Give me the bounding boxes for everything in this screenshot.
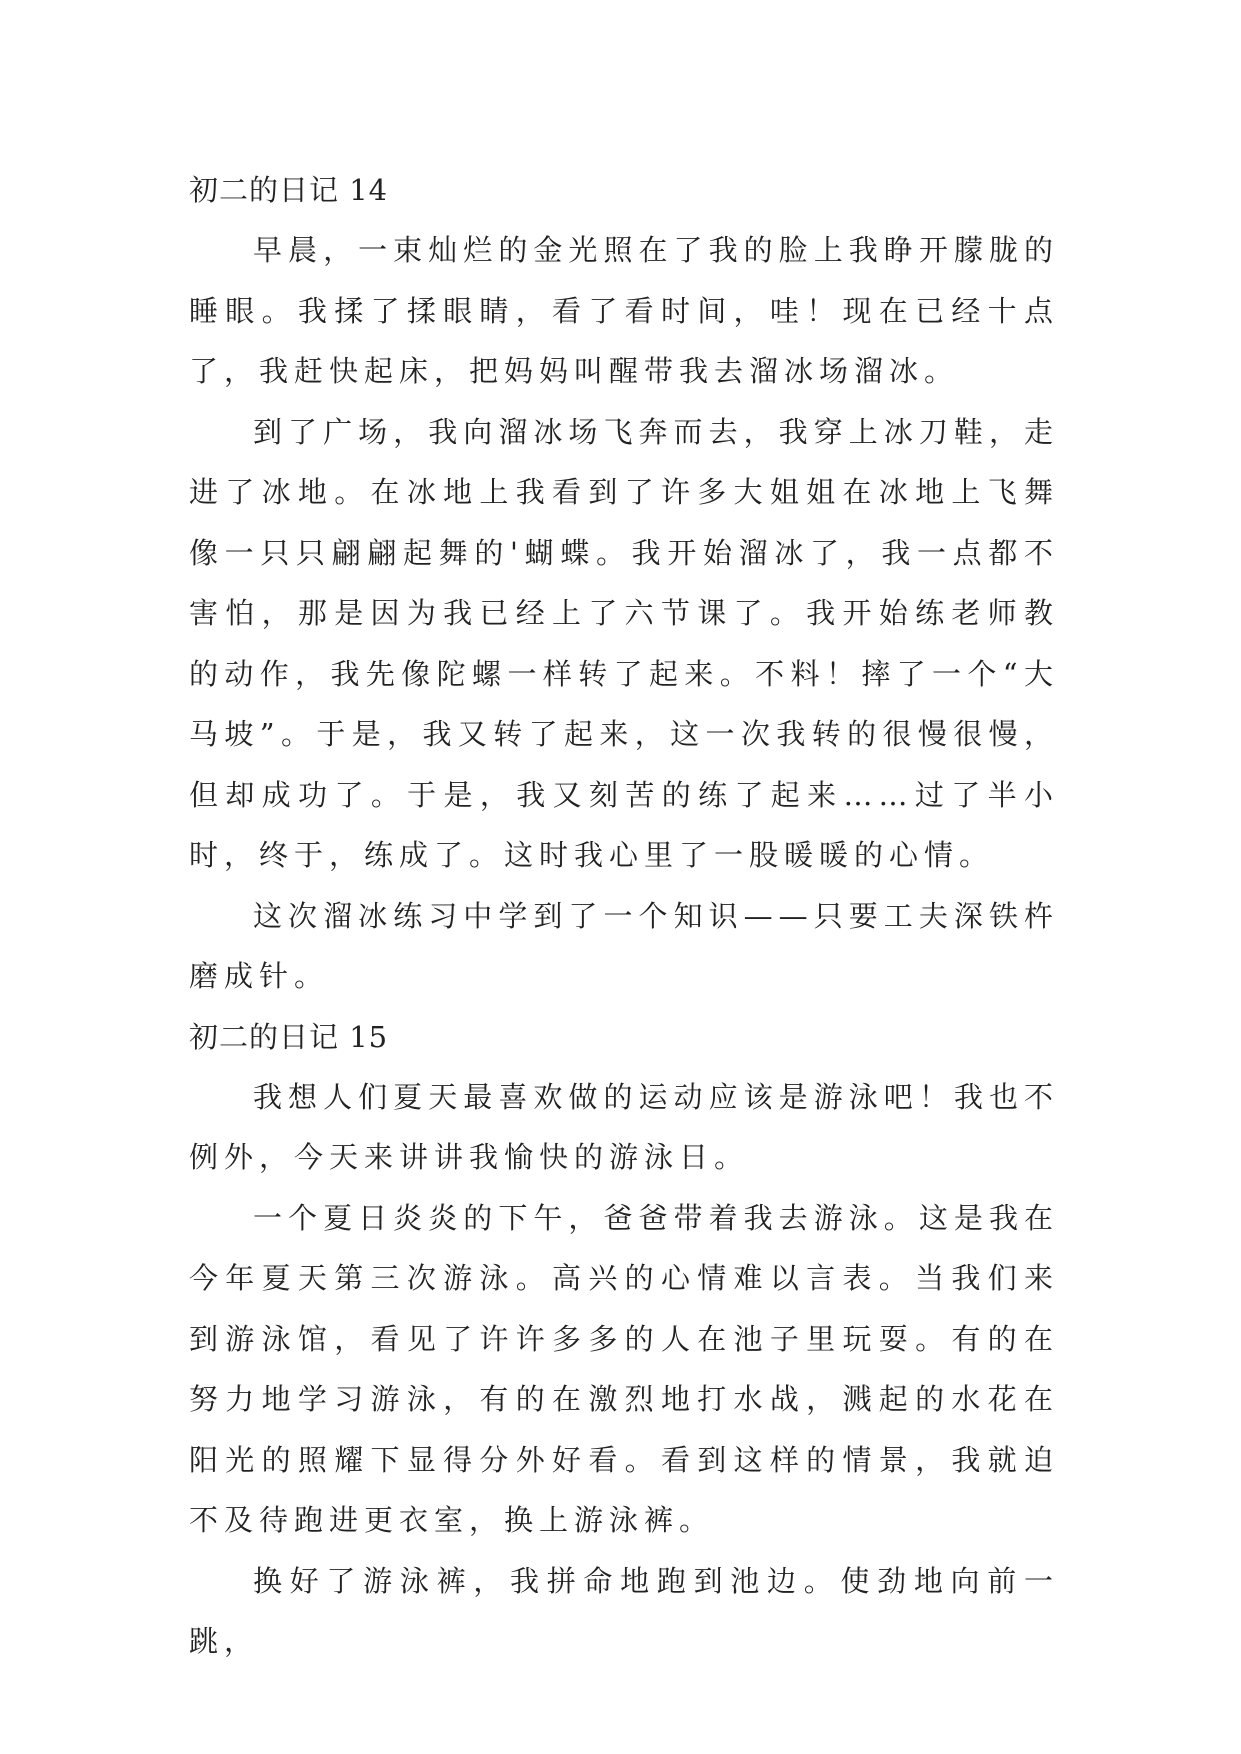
document-body [189, 160, 1059, 1672]
paragraph: 我想人们夏天最喜欢做的运动应该是游泳吧！我也不例外，今天来讲讲我愉快的游泳日。 [189, 1079, 1059, 1174]
paragraph: 早晨，一束灿烂的金光照在了我的脸上我睁开朦胧的睡眼。我揉了揉眼睛，看了看时间，哇！现在已经十点了，我赶快起床，把妈妈叫醒带我去溜冰场溜冰。 [189, 233, 1059, 388]
paragraph: 换好了游泳裤，我拼命地跑到池边。使劲地向前一跳， [189, 1563, 1059, 1658]
paragraph: 这次溜冰练习中学到了一个知识——只要工夫深铁杵磨成针。 [189, 898, 1059, 993]
diary-entry-14 [189, 160, 1059, 1007]
entry-heading: 初二的日记 14 [189, 173, 389, 207]
diary-entry-15 [189, 1007, 1059, 1672]
paragraph: 到了广场，我向溜冰场飞奔而去，我穿上冰刀鞋，走进了冰地。在冰地上我看到了许多大姐姐在冰地上飞舞像一只只翩翩起舞的'蝴蝶。我开始溜冰了，我一点都不害怕，那是因为我已经上了六节课了。我开始练老师教的动作，我先像陀螺一样转了起来。不料！摔了一个“大马坡”。于是，我又转了起来，这一次我转的很慢很慢，但却成功了。于是，我又刻苦的练了起来……过了半小时，终于，练成了。这时我心里了一股暖暖的心情。 [189, 414, 1059, 872]
entry-heading: 初二的日记 15 [189, 1019, 389, 1054]
paragraph: 一个夏日炎炎的下午，爸爸带着我去游泳。这是我在今年夏天第三次游泳。高兴的心情难以言表。当我们来到游泳馆，看见了许许多多的人在池子里玩耍。有的在努力地学习游泳，有的在激烈地打水战，溅起的水花在阳光的照耀下显得分外好看。看到这样的情景，我就迫不及待跑进更衣室，换上游泳裤。 [189, 1200, 1059, 1537]
